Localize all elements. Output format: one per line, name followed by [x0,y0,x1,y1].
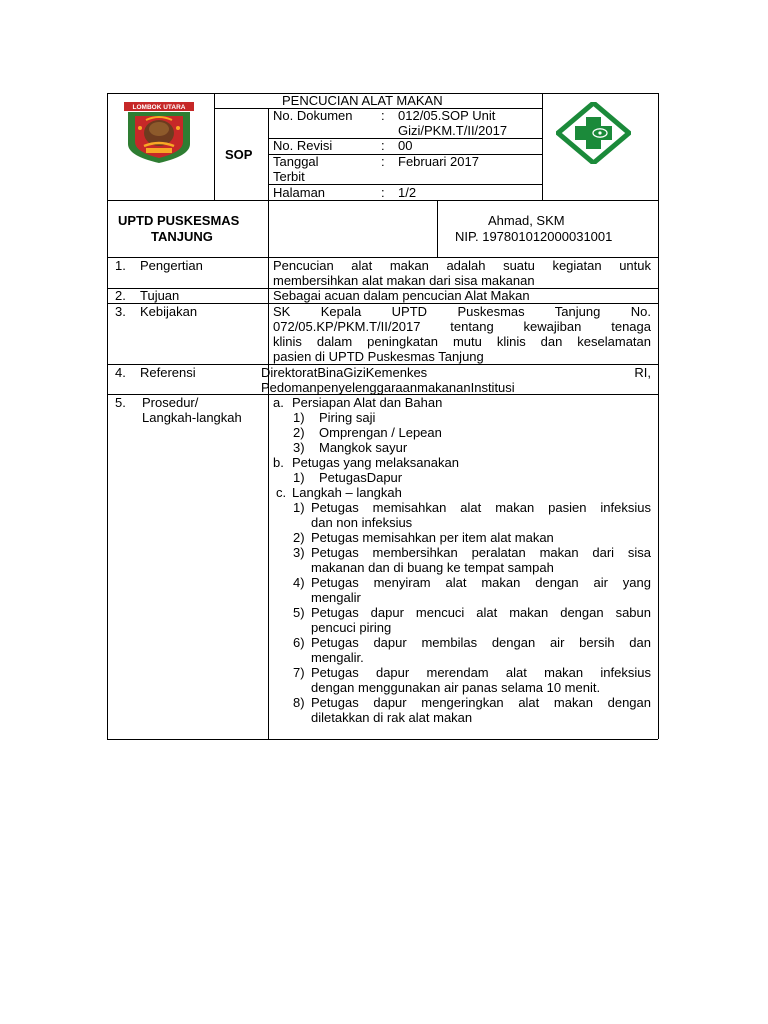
step-text: Petugas dapur membilas dengan air bersih dan [311,635,651,650]
org-divider-2 [437,200,438,257]
frame-right [658,93,659,739]
section-label-referensi: Referensi [140,365,196,380]
step-text: Petugas menyiram alat makan dengan air yang [311,575,651,590]
step-number: 7) [293,665,305,680]
meta-label-no-dokumen: No. Dokumen [273,108,353,123]
step-number: 8) [293,695,305,710]
section-number: 3. [115,304,126,319]
header-divider-1 [214,93,215,200]
subsection-marker-c: c. [276,485,287,500]
section-number: 4. [115,365,126,380]
section-label-langkah: Langkah-langkah [142,410,242,425]
subsection-marker-b: b. [273,455,284,470]
meta-colon: : [381,185,385,200]
org-name-line-2: TANJUNG [151,229,213,244]
step-number: 5) [293,605,305,620]
meta-label-tanggal: Tanggal [273,154,319,169]
section-label-prosedur: Prosedur/ [142,395,199,410]
puskesmas-logo [556,102,631,164]
meta-value-halaman: 1/2 [398,185,417,200]
list-item: Mangkok sayur [319,440,408,455]
step-text: Petugas membersihkan peralatan makan dari sisa [311,545,651,560]
frame-left [107,93,108,739]
org-name-line-1: UPTD PUSKESMAS [118,213,240,228]
logo-lettering: LOMBOK UTARA [132,104,186,111]
step-number: 6) [293,635,305,650]
meta-value-no-dokumen-cont: Gizi/PKM.T/II/2017 [398,123,508,138]
step-text-cont: mengalir [311,590,361,605]
header-divider-3 [542,93,543,200]
kebijakan-text-line-4: pasien di UPTD Puskesmas Tanjung [273,349,484,364]
step-number: 1) [293,500,305,515]
meta-value-no-revisi: 00 [398,138,413,153]
pengertian-text-line-1: Pencucian alat makan adalah suatu kegiatan untuk [273,258,651,273]
step-text-cont: makanan dan di buang ke tempat sampah [311,560,554,575]
section-number: 5. [115,395,126,410]
list-item: Omprengan / Lepean [319,425,442,440]
step-text-cont: mengalir. [311,650,364,665]
step-text-cont: pencuci piring [311,620,392,635]
sop-label: SOP [225,147,253,162]
regency-emblem-icon [124,102,194,164]
meta-value-tanggal: Februari 2017 [398,154,479,169]
document-title: PENCUCIAN ALAT MAKAN [282,93,443,108]
step-text-cont: dan non infeksius [311,515,413,530]
step-text-cont: diletakkan di rak alat makan [311,710,473,725]
meta-value-no-dokumen: 012/05.SOP Unit [398,108,496,123]
meta-label-terbit: Terbit [273,169,305,184]
header-bottom-line [107,200,658,201]
section-number: 2. [115,288,126,303]
step-number: 2) [293,530,305,545]
section-column-divider [268,257,269,739]
signer-nip: NIP. 197801012000031001 [455,229,613,244]
step-text: Petugas dapur mencuci alat makan dengan sabun [311,605,651,620]
kebijakan-text-line-1: SK Kepala UPTD Puskesmas Tanjung No. [273,304,651,319]
subsection-title-c: Langkah – langkah [292,485,402,500]
subsection-marker-a: a. [273,395,284,410]
kebijakan-text-line-3: klinis dalam peningkatan mutu klinis dan keselamatan [273,334,651,349]
step-text: Petugas memisahkan per item alat makan [311,530,554,545]
step-number: 3) [293,545,305,560]
list-item: PetugasDapur [319,470,403,485]
subsection-title-b: Petugas yang melaksanakan [292,455,459,470]
lombok-utara-logo [124,102,194,164]
list-item-number: 1) [293,470,305,485]
section-label-pengertian: Pengertian [140,258,203,273]
meta-colon: : [381,138,385,153]
pengertian-text-line-2: membersihkan alat makan dari sisa makanan [273,273,535,288]
meta-label-halaman: Halaman [273,185,326,200]
step-text: Petugas dapur merendam alat makan infeksius [311,665,651,680]
kebijakan-text-line-2: 072/05.KP/PKM.T/II/2017 tentang kewajiban tenaga [273,319,651,334]
step-number: 4) [293,575,305,590]
list-item-number: 3) [293,440,305,455]
frame-bottom [107,739,658,740]
signer-name: Ahmad, SKM [488,213,565,228]
list-item: Piring saji [319,410,376,425]
step-text-cont: dengan menggunakan air panas selama 10 menit. [311,680,601,695]
puskesmas-cross-icon [556,102,631,164]
list-item-number: 2) [293,425,305,440]
meta-label-no-revisi: No. Revisi [273,138,333,153]
referensi-text-line-1: DirektoratBinaGiziKemenkes RI, [261,365,651,380]
referensi-text-line-2: PedomanpenyelenggaraanmakananInstitusi [261,380,515,395]
meta-colon: : [381,154,385,169]
subsection-title-a: Persiapan Alat dan Bahan [292,395,443,410]
section-label-tujuan: Tujuan [140,288,180,303]
meta-colon: : [381,108,385,123]
tujuan-text: Sebagai acuan dalam pencucian Alat Makan [273,288,530,303]
step-text: Petugas memisahkan alat makan pasien infeksius [311,500,651,515]
section-number: 1. [115,258,126,273]
section-label-kebijakan: Kebijakan [140,304,198,319]
list-item-number: 1) [293,410,305,425]
step-text: Petugas dapur mengeringkan alat makan dengan [311,695,651,710]
org-divider-1 [268,200,269,257]
